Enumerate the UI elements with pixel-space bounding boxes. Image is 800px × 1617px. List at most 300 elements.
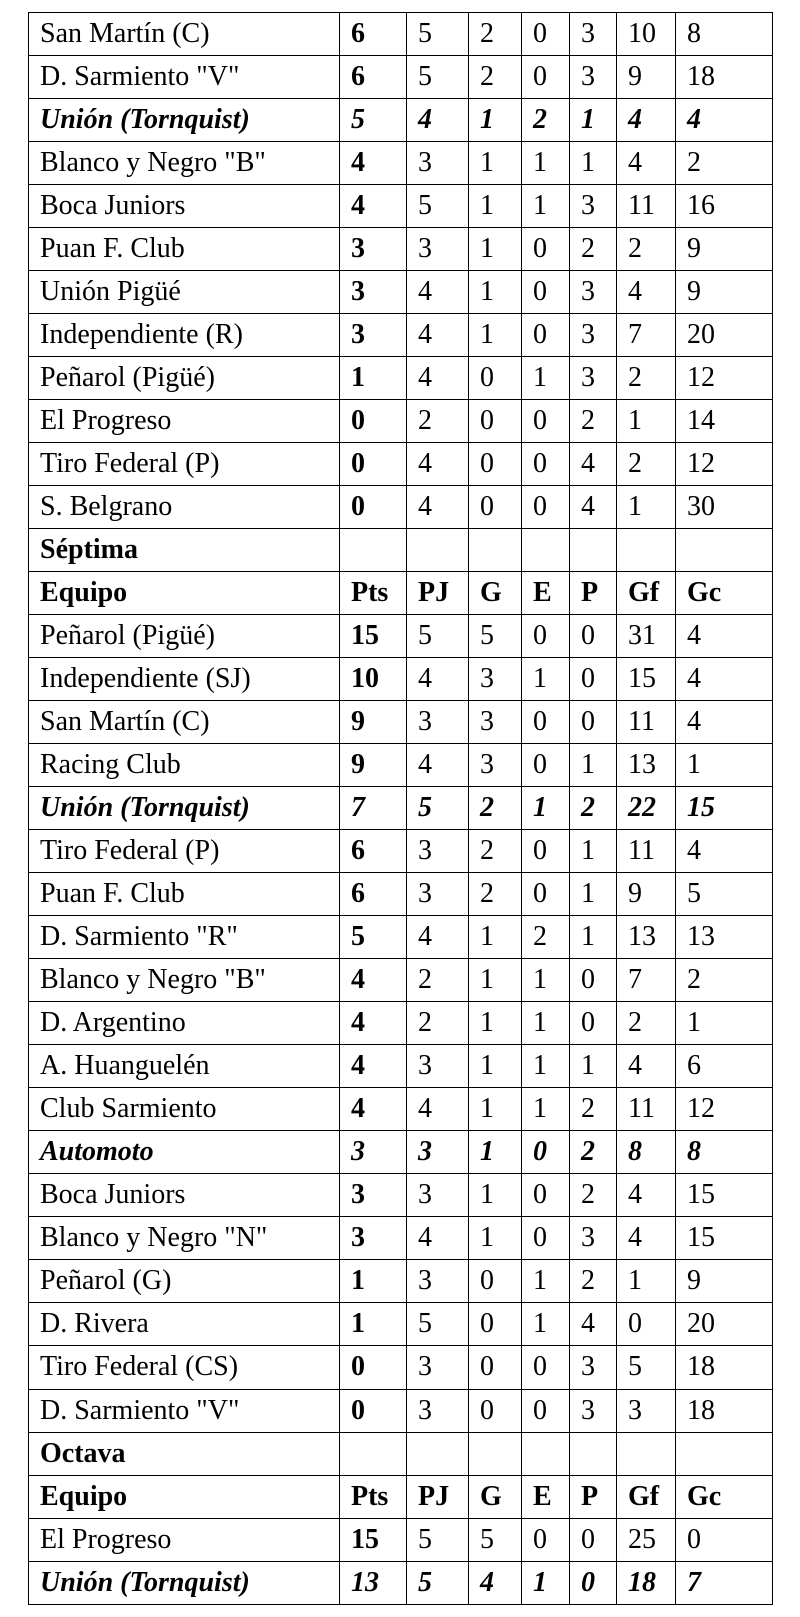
lost-cell: 4 bbox=[570, 1303, 617, 1346]
drawn-cell: 0 bbox=[522, 1217, 570, 1260]
goals-for-cell: 15 bbox=[617, 658, 676, 701]
team-name-cell: Blanco y Negro "N" bbox=[29, 1217, 340, 1260]
drawn-cell: 2 bbox=[522, 99, 570, 142]
table-row bbox=[29, 13, 773, 56]
goals-against-cell: 16 bbox=[676, 185, 773, 228]
lost-cell: 3 bbox=[570, 357, 617, 400]
section-title: Séptima bbox=[29, 529, 340, 572]
goals-for-cell: 4 bbox=[617, 1045, 676, 1088]
column-header-row bbox=[29, 1475, 773, 1518]
goals-for-cell: 25 bbox=[617, 1518, 676, 1561]
drawn-cell: 0 bbox=[522, 1518, 570, 1561]
played-cell: 4 bbox=[407, 443, 469, 486]
lost-cell: 1 bbox=[570, 744, 617, 787]
lost-cell: 1 bbox=[570, 873, 617, 916]
played-cell: 4 bbox=[407, 744, 469, 787]
lost-cell: 3 bbox=[570, 13, 617, 56]
team-name-cell: Boca Juniors bbox=[29, 185, 340, 228]
team-name-cell: Puan F. Club bbox=[29, 228, 340, 271]
team-name-cell: Peñarol (G) bbox=[29, 1260, 340, 1303]
lost-cell: 3 bbox=[570, 1389, 617, 1432]
points-cell: 4 bbox=[340, 959, 407, 1002]
won-cell: 0 bbox=[469, 486, 522, 529]
drawn-cell: 0 bbox=[522, 443, 570, 486]
goals-against-cell: 20 bbox=[676, 1303, 773, 1346]
team-name-cell: Puan F. Club bbox=[29, 873, 340, 916]
empty-cell bbox=[340, 529, 407, 572]
drawn-cell: 0 bbox=[522, 744, 570, 787]
points-cell: 6 bbox=[340, 873, 407, 916]
table-row bbox=[29, 1217, 773, 1260]
played-cell: 4 bbox=[407, 658, 469, 701]
goals-for-cell: 18 bbox=[617, 1561, 676, 1604]
empty-cell bbox=[469, 529, 522, 572]
won-cell: 5 bbox=[469, 1518, 522, 1561]
standings-table bbox=[28, 12, 773, 1605]
table-row bbox=[29, 658, 773, 701]
lost-cell: 1 bbox=[570, 1045, 617, 1088]
table-row bbox=[29, 1518, 773, 1561]
points-cell: 13 bbox=[340, 1561, 407, 1604]
team-name-cell: Blanco y Negro "B" bbox=[29, 142, 340, 185]
column-header-played: PJ bbox=[407, 1475, 469, 1518]
won-cell: 2 bbox=[469, 56, 522, 99]
goals-for-cell: 31 bbox=[617, 615, 676, 658]
column-header-goals-for: Gf bbox=[617, 572, 676, 615]
won-cell: 1 bbox=[469, 1002, 522, 1045]
played-cell: 4 bbox=[407, 916, 469, 959]
table-row bbox=[29, 1002, 773, 1045]
goals-for-cell: 13 bbox=[617, 916, 676, 959]
goals-against-cell: 4 bbox=[676, 701, 773, 744]
table-row bbox=[29, 744, 773, 787]
table-row bbox=[29, 787, 773, 830]
lost-cell: 0 bbox=[570, 1002, 617, 1045]
points-cell: 0 bbox=[340, 1346, 407, 1389]
empty-cell bbox=[570, 1432, 617, 1475]
goals-against-cell: 18 bbox=[676, 1389, 773, 1432]
table-row bbox=[29, 443, 773, 486]
goals-for-cell: 11 bbox=[617, 1088, 676, 1131]
column-header-points: Pts bbox=[340, 572, 407, 615]
played-cell: 3 bbox=[407, 873, 469, 916]
points-cell: 3 bbox=[340, 1174, 407, 1217]
table-row bbox=[29, 1561, 773, 1604]
table-row bbox=[29, 142, 773, 185]
team-name-cell: Independiente (R) bbox=[29, 314, 340, 357]
drawn-cell: 0 bbox=[522, 271, 570, 314]
played-cell: 5 bbox=[407, 1303, 469, 1346]
table-row bbox=[29, 1346, 773, 1389]
lost-cell: 1 bbox=[570, 142, 617, 185]
goals-against-cell: 15 bbox=[676, 1174, 773, 1217]
drawn-cell: 0 bbox=[522, 701, 570, 744]
team-name-cell: San Martín (C) bbox=[29, 701, 340, 744]
won-cell: 3 bbox=[469, 744, 522, 787]
table-row bbox=[29, 1260, 773, 1303]
points-cell: 3 bbox=[340, 1217, 407, 1260]
won-cell: 2 bbox=[469, 787, 522, 830]
team-name-cell: Peñarol (Pigüé) bbox=[29, 615, 340, 658]
team-name-cell: D. Sarmiento "V" bbox=[29, 1389, 340, 1432]
goals-against-cell: 14 bbox=[676, 400, 773, 443]
goals-against-cell: 8 bbox=[676, 13, 773, 56]
column-header-won: G bbox=[469, 1475, 522, 1518]
goals-against-cell: 1 bbox=[676, 1002, 773, 1045]
drawn-cell: 1 bbox=[522, 1045, 570, 1088]
team-name-cell: S. Belgrano bbox=[29, 486, 340, 529]
section-title-row bbox=[29, 529, 773, 572]
points-cell: 6 bbox=[340, 56, 407, 99]
points-cell: 4 bbox=[340, 1088, 407, 1131]
points-cell: 6 bbox=[340, 13, 407, 56]
played-cell: 3 bbox=[407, 830, 469, 873]
drawn-cell: 0 bbox=[522, 615, 570, 658]
goals-for-cell: 7 bbox=[617, 959, 676, 1002]
lost-cell: 3 bbox=[570, 271, 617, 314]
played-cell: 3 bbox=[407, 1131, 469, 1174]
drawn-cell: 1 bbox=[522, 142, 570, 185]
goals-for-cell: 10 bbox=[617, 13, 676, 56]
goals-against-cell: 5 bbox=[676, 873, 773, 916]
lost-cell: 4 bbox=[570, 486, 617, 529]
goals-against-cell: 18 bbox=[676, 56, 773, 99]
points-cell: 4 bbox=[340, 142, 407, 185]
table-row bbox=[29, 916, 773, 959]
points-cell: 0 bbox=[340, 443, 407, 486]
team-name-cell: Automoto bbox=[29, 1131, 340, 1174]
won-cell: 1 bbox=[469, 185, 522, 228]
table-row bbox=[29, 873, 773, 916]
points-cell: 1 bbox=[340, 357, 407, 400]
goals-for-cell: 11 bbox=[617, 701, 676, 744]
goals-for-cell: 2 bbox=[617, 443, 676, 486]
team-name-cell: Tiro Federal (P) bbox=[29, 443, 340, 486]
goals-against-cell: 2 bbox=[676, 142, 773, 185]
points-cell: 15 bbox=[340, 1518, 407, 1561]
goals-for-cell: 4 bbox=[617, 99, 676, 142]
empty-cell bbox=[676, 529, 773, 572]
points-cell: 4 bbox=[340, 1002, 407, 1045]
played-cell: 5 bbox=[407, 615, 469, 658]
points-cell: 7 bbox=[340, 787, 407, 830]
played-cell: 3 bbox=[407, 1389, 469, 1432]
won-cell: 1 bbox=[469, 271, 522, 314]
empty-cell bbox=[617, 1432, 676, 1475]
column-header-played: PJ bbox=[407, 572, 469, 615]
goals-for-cell: 4 bbox=[617, 142, 676, 185]
table-row bbox=[29, 1389, 773, 1432]
table-row bbox=[29, 400, 773, 443]
team-name-cell: Unión (Tornquist) bbox=[29, 99, 340, 142]
team-name-cell: San Martín (C) bbox=[29, 13, 340, 56]
drawn-cell: 1 bbox=[522, 658, 570, 701]
played-cell: 3 bbox=[407, 1346, 469, 1389]
points-cell: 3 bbox=[340, 314, 407, 357]
points-cell: 0 bbox=[340, 1389, 407, 1432]
table-row bbox=[29, 99, 773, 142]
points-cell: 3 bbox=[340, 271, 407, 314]
won-cell: 0 bbox=[469, 357, 522, 400]
drawn-cell: 1 bbox=[522, 357, 570, 400]
won-cell: 1 bbox=[469, 1131, 522, 1174]
points-cell: 3 bbox=[340, 228, 407, 271]
team-name-cell: D. Rivera bbox=[29, 1303, 340, 1346]
points-cell: 6 bbox=[340, 830, 407, 873]
goals-against-cell: 12 bbox=[676, 357, 773, 400]
drawn-cell: 1 bbox=[522, 185, 570, 228]
drawn-cell: 0 bbox=[522, 56, 570, 99]
standings-rows bbox=[29, 13, 773, 1605]
column-header-won: G bbox=[469, 572, 522, 615]
lost-cell: 0 bbox=[570, 615, 617, 658]
played-cell: 4 bbox=[407, 486, 469, 529]
goals-for-cell: 2 bbox=[617, 357, 676, 400]
lost-cell: 3 bbox=[570, 1217, 617, 1260]
column-header-drawn: E bbox=[522, 572, 570, 615]
goals-for-cell: 1 bbox=[617, 400, 676, 443]
empty-cell bbox=[469, 1432, 522, 1475]
goals-against-cell: 9 bbox=[676, 271, 773, 314]
column-header-goals-for: Gf bbox=[617, 1475, 676, 1518]
points-cell: 5 bbox=[340, 99, 407, 142]
played-cell: 3 bbox=[407, 701, 469, 744]
drawn-cell: 0 bbox=[522, 1346, 570, 1389]
played-cell: 4 bbox=[407, 271, 469, 314]
goals-for-cell: 4 bbox=[617, 271, 676, 314]
column-header-lost: P bbox=[570, 572, 617, 615]
team-name-cell: Racing Club bbox=[29, 744, 340, 787]
lost-cell: 2 bbox=[570, 787, 617, 830]
goals-for-cell: 1 bbox=[617, 486, 676, 529]
goals-for-cell: 2 bbox=[617, 228, 676, 271]
drawn-cell: 0 bbox=[522, 1131, 570, 1174]
goals-for-cell: 11 bbox=[617, 830, 676, 873]
column-header-team-name: Equipo bbox=[29, 1475, 340, 1518]
drawn-cell: 1 bbox=[522, 1002, 570, 1045]
empty-cell bbox=[617, 529, 676, 572]
played-cell: 3 bbox=[407, 228, 469, 271]
goals-for-cell: 4 bbox=[617, 1217, 676, 1260]
drawn-cell: 0 bbox=[522, 314, 570, 357]
played-cell: 2 bbox=[407, 400, 469, 443]
table-row bbox=[29, 1131, 773, 1174]
won-cell: 0 bbox=[469, 443, 522, 486]
goals-against-cell: 4 bbox=[676, 830, 773, 873]
lost-cell: 2 bbox=[570, 1088, 617, 1131]
goals-against-cell: 4 bbox=[676, 99, 773, 142]
drawn-cell: 1 bbox=[522, 959, 570, 1002]
played-cell: 5 bbox=[407, 185, 469, 228]
team-name-cell: D. Sarmiento "V" bbox=[29, 56, 340, 99]
goals-against-cell: 15 bbox=[676, 1217, 773, 1260]
column-header-drawn: E bbox=[522, 1475, 570, 1518]
team-name-cell: Unión Pigüé bbox=[29, 271, 340, 314]
won-cell: 0 bbox=[469, 400, 522, 443]
played-cell: 4 bbox=[407, 314, 469, 357]
goals-against-cell: 0 bbox=[676, 1518, 773, 1561]
lost-cell: 2 bbox=[570, 1131, 617, 1174]
table-row bbox=[29, 1045, 773, 1088]
won-cell: 1 bbox=[469, 1174, 522, 1217]
empty-cell bbox=[676, 1432, 773, 1475]
lost-cell: 2 bbox=[570, 1260, 617, 1303]
goals-for-cell: 3 bbox=[617, 1389, 676, 1432]
lost-cell: 1 bbox=[570, 99, 617, 142]
column-header-goals-against: Gc bbox=[676, 1475, 773, 1518]
goals-against-cell: 9 bbox=[676, 228, 773, 271]
played-cell: 3 bbox=[407, 1174, 469, 1217]
points-cell: 0 bbox=[340, 400, 407, 443]
won-cell: 0 bbox=[469, 1303, 522, 1346]
goals-against-cell: 6 bbox=[676, 1045, 773, 1088]
goals-for-cell: 2 bbox=[617, 1002, 676, 1045]
points-cell: 1 bbox=[340, 1260, 407, 1303]
goals-for-cell: 22 bbox=[617, 787, 676, 830]
column-header-goals-against: Gc bbox=[676, 572, 773, 615]
lost-cell: 2 bbox=[570, 1174, 617, 1217]
lost-cell: 0 bbox=[570, 1561, 617, 1604]
empty-cell bbox=[340, 1432, 407, 1475]
table-row bbox=[29, 486, 773, 529]
table-row bbox=[29, 615, 773, 658]
played-cell: 4 bbox=[407, 1088, 469, 1131]
goals-for-cell: 1 bbox=[617, 1260, 676, 1303]
table-row bbox=[29, 1303, 773, 1346]
table-row bbox=[29, 314, 773, 357]
lost-cell: 4 bbox=[570, 443, 617, 486]
lost-cell: 0 bbox=[570, 1518, 617, 1561]
drawn-cell: 0 bbox=[522, 400, 570, 443]
lost-cell: 2 bbox=[570, 400, 617, 443]
table-row bbox=[29, 56, 773, 99]
team-name-cell: El Progreso bbox=[29, 1518, 340, 1561]
goals-for-cell: 7 bbox=[617, 314, 676, 357]
goals-for-cell: 9 bbox=[617, 873, 676, 916]
team-name-cell: Tiro Federal (P) bbox=[29, 830, 340, 873]
won-cell: 1 bbox=[469, 228, 522, 271]
empty-cell bbox=[522, 1432, 570, 1475]
drawn-cell: 1 bbox=[522, 787, 570, 830]
goals-against-cell: 20 bbox=[676, 314, 773, 357]
column-header-team-name: Equipo bbox=[29, 572, 340, 615]
goals-against-cell: 1 bbox=[676, 744, 773, 787]
points-cell: 9 bbox=[340, 701, 407, 744]
team-name-cell: Peñarol (Pigüé) bbox=[29, 357, 340, 400]
points-cell: 1 bbox=[340, 1303, 407, 1346]
points-cell: 3 bbox=[340, 1131, 407, 1174]
empty-cell bbox=[407, 529, 469, 572]
lost-cell: 2 bbox=[570, 228, 617, 271]
team-name-cell: Unión (Tornquist) bbox=[29, 787, 340, 830]
lost-cell: 1 bbox=[570, 830, 617, 873]
won-cell: 1 bbox=[469, 314, 522, 357]
goals-against-cell: 4 bbox=[676, 615, 773, 658]
goals-for-cell: 8 bbox=[617, 1131, 676, 1174]
points-cell: 0 bbox=[340, 486, 407, 529]
won-cell: 1 bbox=[469, 916, 522, 959]
goals-for-cell: 11 bbox=[617, 185, 676, 228]
empty-cell bbox=[570, 529, 617, 572]
goals-against-cell: 7 bbox=[676, 1561, 773, 1604]
column-header-row bbox=[29, 572, 773, 615]
table-row bbox=[29, 1174, 773, 1217]
lost-cell: 3 bbox=[570, 185, 617, 228]
lost-cell: 3 bbox=[570, 314, 617, 357]
played-cell: 2 bbox=[407, 959, 469, 1002]
played-cell: 5 bbox=[407, 13, 469, 56]
won-cell: 1 bbox=[469, 1088, 522, 1131]
won-cell: 2 bbox=[469, 873, 522, 916]
team-name-cell: Blanco y Negro "B" bbox=[29, 959, 340, 1002]
played-cell: 3 bbox=[407, 1260, 469, 1303]
played-cell: 2 bbox=[407, 1002, 469, 1045]
empty-cell bbox=[522, 529, 570, 572]
lost-cell: 0 bbox=[570, 959, 617, 1002]
drawn-cell: 1 bbox=[522, 1561, 570, 1604]
goals-against-cell: 12 bbox=[676, 1088, 773, 1131]
won-cell: 3 bbox=[469, 701, 522, 744]
points-cell: 9 bbox=[340, 744, 407, 787]
goals-against-cell: 18 bbox=[676, 1346, 773, 1389]
points-cell: 10 bbox=[340, 658, 407, 701]
played-cell: 4 bbox=[407, 1217, 469, 1260]
lost-cell: 3 bbox=[570, 1346, 617, 1389]
lost-cell: 0 bbox=[570, 658, 617, 701]
team-name-cell: Boca Juniors bbox=[29, 1174, 340, 1217]
won-cell: 1 bbox=[469, 1045, 522, 1088]
goals-against-cell: 15 bbox=[676, 787, 773, 830]
goals-for-cell: 5 bbox=[617, 1346, 676, 1389]
goals-against-cell: 30 bbox=[676, 486, 773, 529]
drawn-cell: 0 bbox=[522, 830, 570, 873]
won-cell: 2 bbox=[469, 13, 522, 56]
goals-for-cell: 4 bbox=[617, 1174, 676, 1217]
column-header-points: Pts bbox=[340, 1475, 407, 1518]
goals-against-cell: 2 bbox=[676, 959, 773, 1002]
drawn-cell: 0 bbox=[522, 1174, 570, 1217]
points-cell: 4 bbox=[340, 185, 407, 228]
section-title: Octava bbox=[29, 1432, 340, 1475]
won-cell: 2 bbox=[469, 830, 522, 873]
played-cell: 5 bbox=[407, 1561, 469, 1604]
drawn-cell: 0 bbox=[522, 228, 570, 271]
lost-cell: 1 bbox=[570, 916, 617, 959]
drawn-cell: 1 bbox=[522, 1088, 570, 1131]
won-cell: 5 bbox=[469, 615, 522, 658]
played-cell: 4 bbox=[407, 357, 469, 400]
won-cell: 4 bbox=[469, 1561, 522, 1604]
drawn-cell: 0 bbox=[522, 13, 570, 56]
lost-cell: 3 bbox=[570, 56, 617, 99]
goals-against-cell: 4 bbox=[676, 658, 773, 701]
played-cell: 5 bbox=[407, 56, 469, 99]
team-name-cell: El Progreso bbox=[29, 400, 340, 443]
won-cell: 0 bbox=[469, 1346, 522, 1389]
table-row bbox=[29, 959, 773, 1002]
won-cell: 1 bbox=[469, 142, 522, 185]
drawn-cell: 1 bbox=[522, 1260, 570, 1303]
goals-for-cell: 0 bbox=[617, 1303, 676, 1346]
table-row bbox=[29, 1088, 773, 1131]
goals-for-cell: 9 bbox=[617, 56, 676, 99]
table-row bbox=[29, 185, 773, 228]
won-cell: 3 bbox=[469, 658, 522, 701]
drawn-cell: 0 bbox=[522, 873, 570, 916]
empty-cell bbox=[407, 1432, 469, 1475]
points-cell: 15 bbox=[340, 615, 407, 658]
won-cell: 1 bbox=[469, 959, 522, 1002]
